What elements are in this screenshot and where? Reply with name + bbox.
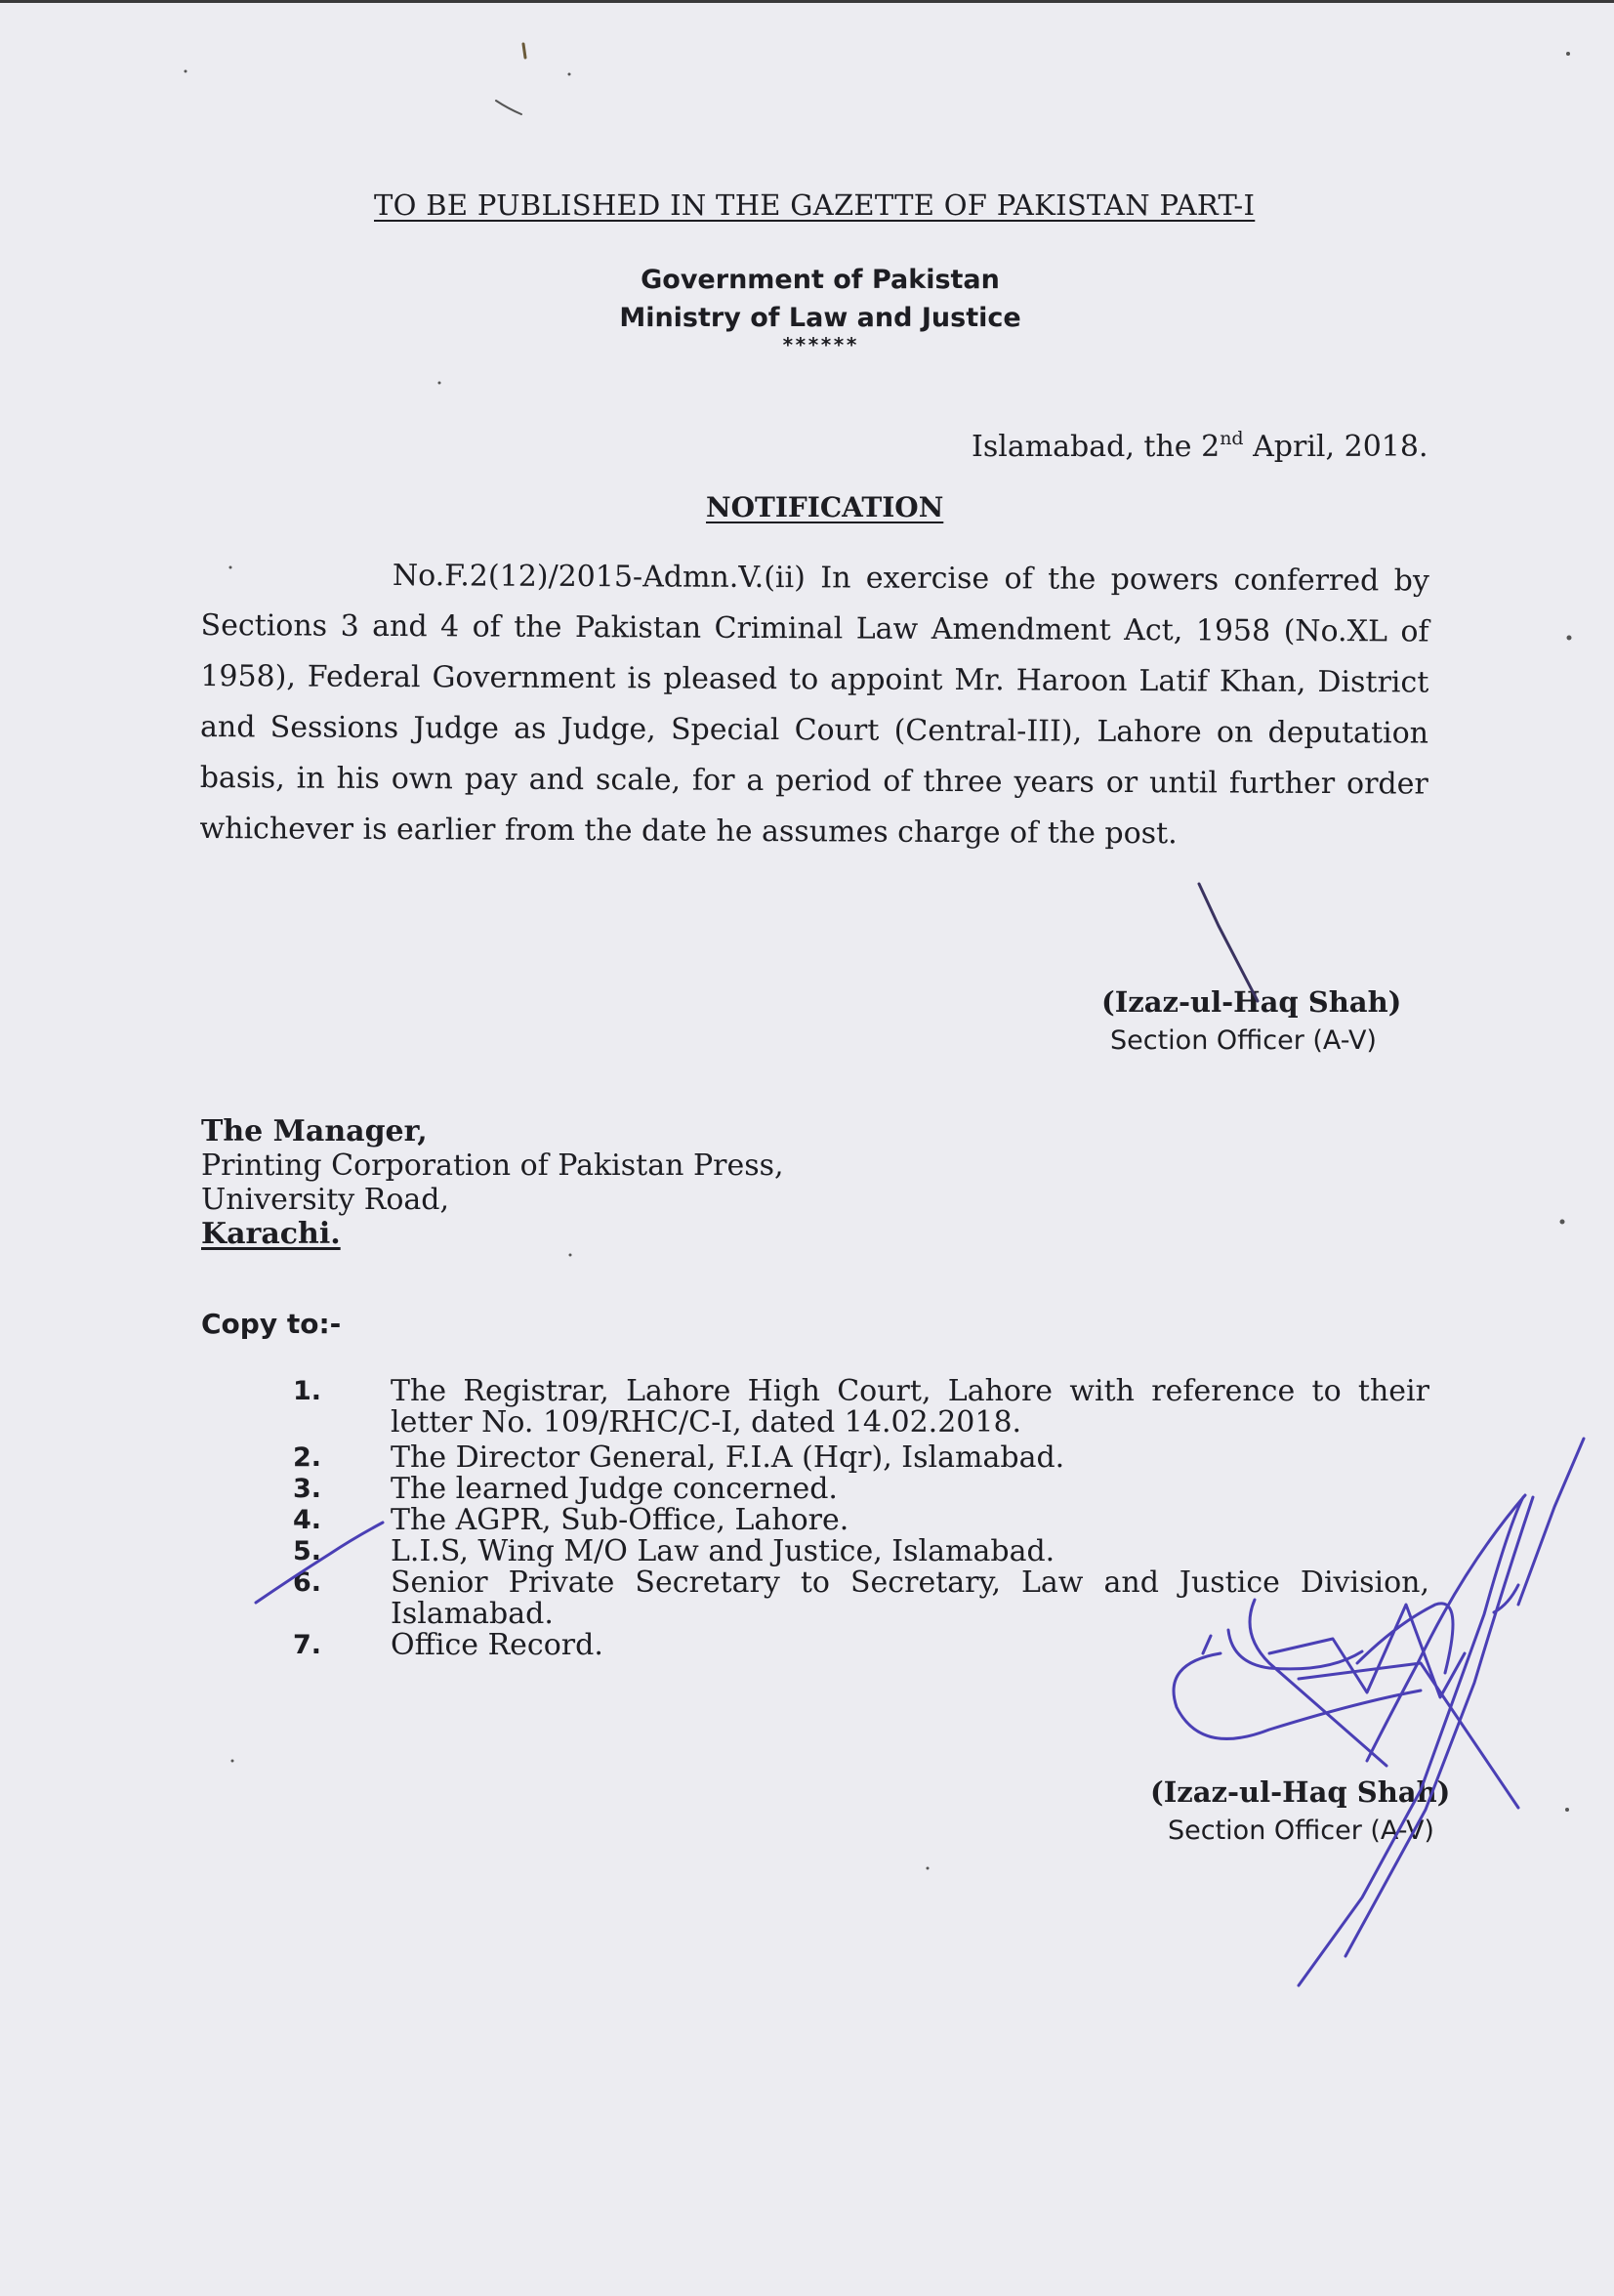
paper-speck: [438, 382, 441, 385]
list-item-text: Senior Private Secretary to Secretary, Law and Justice Division, Islamabad.: [391, 1565, 1429, 1631]
date-suffix: April, 2018.: [1243, 430, 1428, 464]
paper-speck: [1566, 52, 1570, 56]
list-item-number: 2.: [293, 1442, 322, 1473]
stars-separator: ******: [781, 333, 859, 356]
paper-speck: [1560, 1220, 1565, 1225]
addressee-city: Karachi.: [201, 1217, 341, 1251]
government-line: Government of Pakistan: [641, 265, 1000, 295]
paper-speck: [1567, 636, 1572, 641]
date-ordinal: nd: [1220, 428, 1244, 449]
addressee-line: University Road,: [201, 1183, 450, 1217]
list-item-text: Office Record.: [391, 1628, 603, 1662]
list-item: [293, 1536, 1429, 1567]
list-item: [293, 1567, 1429, 1630]
notification-body: No.F.2(12)/2015-Admn.V.(ii) In exercise of the powers conferred by Sections 3 and 4 of the Pakistan Criminal Law Amendment Act, 1958 (No.XL of 1958), Federal Government is pleased to appoint Mr. Haroon Latif Khan, District and Sessions Judge as Judge, Special Court (Central-III), Lahore on deputation basis, in his own pay and scale, for a period of three years or until further order whichever is earlier from the date he assumes charge of the post.: [199, 559, 1429, 852]
copy-to-heading: Copy to:-: [201, 1308, 342, 1340]
signatory-designation: Section Officer (A-V): [1168, 1816, 1434, 1846]
list-item-number: 7.: [293, 1630, 322, 1660]
list-item-text: The Director General, F.I.A (Hqr), Islamabad.: [391, 1440, 1065, 1475]
paper-speck: [568, 73, 571, 76]
issuing-authority: [547, 261, 1094, 337]
paper-speck: [927, 1867, 930, 1870]
ministry-line: Ministry of Law and Justice: [619, 303, 1021, 333]
list-item: [293, 1505, 1429, 1536]
list-item-text: L.I.S, Wing M/O Law and Justice, Islamabad.: [391, 1534, 1055, 1568]
list-item: [293, 1474, 1429, 1505]
paper-speck: [1565, 1808, 1569, 1812]
paper-speck: [185, 70, 187, 73]
list-item-number: 3.: [293, 1474, 322, 1504]
list-item: [293, 1630, 1429, 1661]
gazette-header: TO BE PUBLISHED IN THE GAZETTE OF PAKISTAN PART-I: [374, 188, 1256, 222]
list-item-number: 6.: [293, 1567, 322, 1598]
addressee-line: Printing Corporation of Pakistan Press,: [201, 1148, 784, 1183]
signatory-designation: Section Officer (A-V): [1110, 1025, 1377, 1056]
notification-title: NOTIFICATION: [706, 491, 944, 523]
list-item-number: 1.: [293, 1376, 322, 1406]
paper-speck: [231, 1760, 234, 1763]
list-item: [293, 1376, 1429, 1439]
addressee-line: The Manager,: [201, 1114, 428, 1148]
signatory-name: (Izaz-ul-Haq Shah): [1150, 1775, 1451, 1809]
addressee-block: [201, 1114, 784, 1251]
list-item-number: 5.: [293, 1536, 322, 1566]
list-item-number: 4.: [293, 1505, 322, 1535]
copy-to-list: [293, 1376, 1429, 1661]
stray-pen-mark: [523, 44, 525, 58]
list-item-text: The learned Judge concerned.: [391, 1472, 838, 1506]
date-prefix: Islamabad, the 2: [972, 430, 1221, 464]
list-item: [293, 1442, 1429, 1474]
list-item-text: The AGPR, Sub-Office, Lahore.: [391, 1503, 849, 1537]
place-and-date: [972, 430, 1430, 464]
initial-tick-mark: [1199, 884, 1258, 1001]
stray-pen-mark: [496, 101, 521, 114]
signatory-name: (Izaz-ul-Haq Shah): [1101, 985, 1402, 1019]
list-item-text: The Registrar, Lahore High Court, Lahore with reference to their letter No. 109/RHC/C-I, dated 14.02.2018.: [391, 1374, 1429, 1440]
paper-speck: [569, 1254, 572, 1257]
